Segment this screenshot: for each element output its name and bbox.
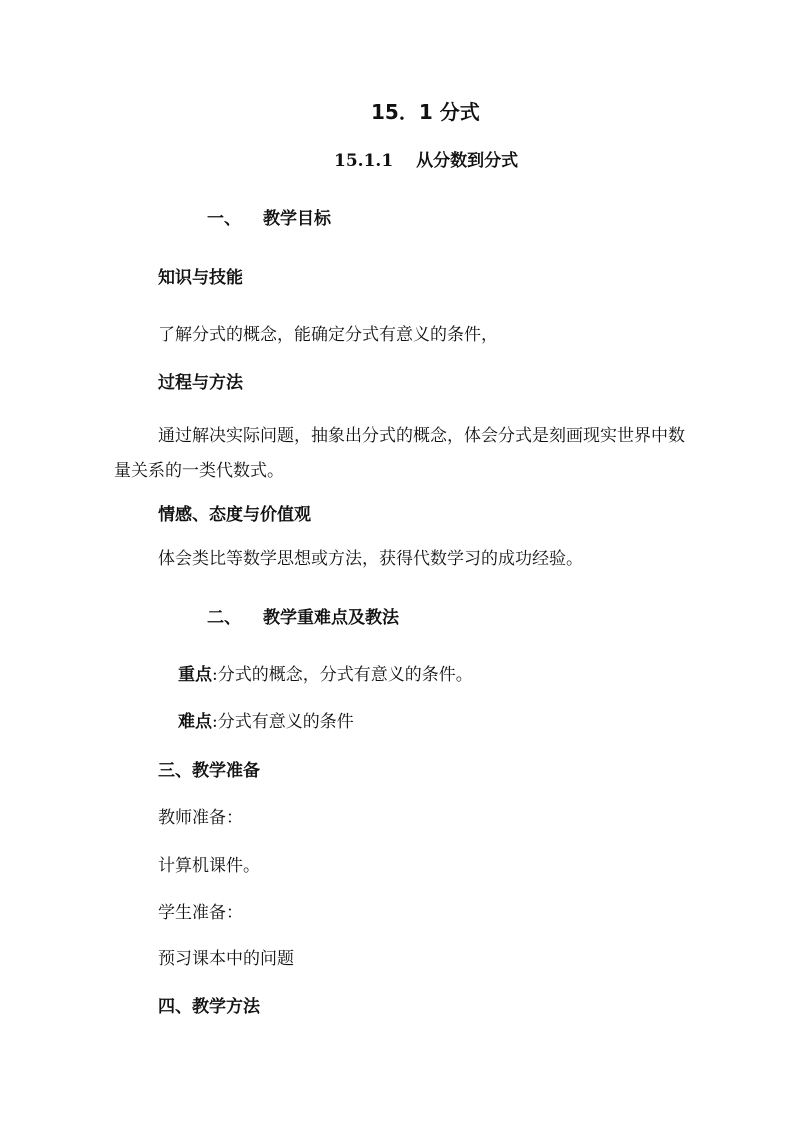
process-text: 通过解决实际问题，抽象出分式的概念，体会分式是刻画现实世界中数量关系的一类代数式。 bbox=[114, 426, 685, 481]
key-point-text: :分式的概念，分式有意义的条件。 bbox=[212, 665, 473, 685]
section2-number: 二、 bbox=[207, 608, 241, 628]
process-heading: 过程与方法 bbox=[158, 373, 243, 393]
teacher-prep-label: 教师准备： bbox=[158, 808, 243, 828]
section4-heading: 四、教学方法 bbox=[158, 997, 260, 1017]
section1-heading: 教学目标 bbox=[263, 209, 331, 229]
key-point-label: 重点 bbox=[178, 665, 212, 685]
student-prep-label: 学生准备： bbox=[158, 903, 243, 923]
knowledge-heading: 知识与技能 bbox=[158, 268, 243, 288]
student-prep-text: 预习课本中的问题 bbox=[158, 949, 294, 969]
document-subtitle: 15.1.1 从分数到分式 bbox=[334, 151, 519, 171]
emotion-heading: 情感、态度与价值观 bbox=[158, 505, 311, 525]
teacher-prep-text: 计算机课件。 bbox=[158, 856, 260, 876]
knowledge-text: 了解分式的概念，能确定分式有意义的条件， bbox=[158, 325, 498, 345]
section2-heading: 教学重难点及教法 bbox=[263, 608, 399, 628]
section3-heading: 三、教学准备 bbox=[158, 761, 260, 781]
emotion-text: 体会类比等数学思想或方法，获得代数学习的成功经验。 bbox=[158, 549, 583, 569]
document-title: 15．1 分式 bbox=[371, 100, 480, 124]
difficult-point-text: :分式有意义的条件 bbox=[212, 712, 354, 732]
section1-number: 一、 bbox=[207, 209, 241, 229]
difficult-point-label: 难点 bbox=[178, 712, 212, 732]
key-point-line bbox=[178, 667, 473, 684]
difficult-point-line bbox=[178, 714, 354, 731]
